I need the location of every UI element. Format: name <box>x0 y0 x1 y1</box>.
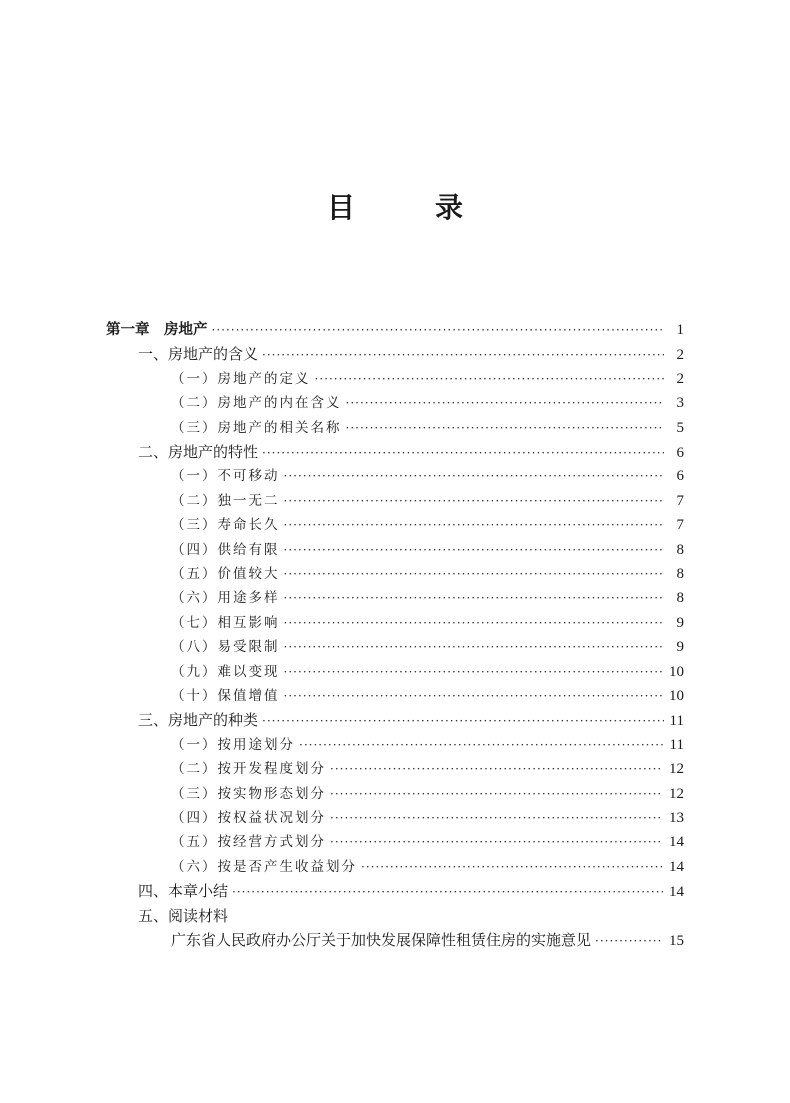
toc-page-number: 12 <box>669 761 684 778</box>
toc-entry[interactable] <box>171 684 684 708</box>
toc-entry-label: 四、本章小结 <box>138 882 229 901</box>
toc-page-number: 14 <box>669 858 684 875</box>
toc-page-number: 13 <box>669 810 684 826</box>
toc-dot-leader <box>595 928 663 953</box>
toc-dot-leader <box>284 635 665 659</box>
toc-page-number: 11 <box>669 736 684 753</box>
toc-page-number: 9 <box>676 614 684 631</box>
toc-entry[interactable] <box>171 757 684 781</box>
toc-dot-leader <box>330 806 663 830</box>
toc-entry[interactable] <box>171 855 684 879</box>
toc-entry[interactable] <box>138 708 684 732</box>
toc-entry[interactable] <box>171 489 684 513</box>
toc-page-number: 5 <box>676 419 684 436</box>
toc-entry[interactable] <box>171 513 684 537</box>
toc-entry-label: 三、房地产的种类 <box>138 711 259 730</box>
toc-page-number: 11 <box>669 713 684 730</box>
toc-page-number: 8 <box>676 541 684 558</box>
toc-entry-label: （七）相互影响 <box>171 614 280 631</box>
toc-page-number: 2 <box>676 347 684 364</box>
toc-entry[interactable] <box>171 782 684 806</box>
toc-dot-leader <box>330 757 663 781</box>
toc-entry-label: （八）易受限制 <box>171 639 280 656</box>
toc-dot-leader <box>262 440 664 465</box>
toc-entry-label: （六）按是否产生收益划分 <box>171 858 357 875</box>
toc-entry-label: （五）按经营方式划分 <box>171 834 326 851</box>
toc-page-number: 14 <box>669 834 684 851</box>
toc-entry[interactable] <box>171 538 684 562</box>
toc-entry-label: （四）按权益状况划分 <box>171 810 326 826</box>
toc-entry-label: 五、阅读材料 <box>138 906 229 925</box>
toc-entry[interactable] <box>171 391 684 415</box>
toc-dot-leader <box>346 391 665 415</box>
toc-entry[interactable] <box>171 830 684 854</box>
toc-dot-leader <box>361 855 663 879</box>
toc-dot-leader <box>330 782 663 806</box>
toc-page-number: 14 <box>669 884 684 901</box>
toc-entry-label: （二）房地产的内在含义 <box>171 395 342 412</box>
toc-entry[interactable] <box>171 660 684 684</box>
toc-entry[interactable] <box>171 464 684 488</box>
toc-entry-label: （十）保值增值 <box>171 688 280 704</box>
toc-entry[interactable] <box>138 904 684 928</box>
toc-entry-label: （三）寿命长久 <box>171 517 280 534</box>
toc-entry[interactable] <box>171 611 684 635</box>
toc-entry[interactable] <box>171 562 684 586</box>
toc-entry[interactable] <box>171 586 684 610</box>
toc-entry[interactable] <box>171 928 684 952</box>
toc-page-number: 10 <box>669 663 684 680</box>
toc-entry-label: （五）价值较大 <box>171 566 280 582</box>
toc-entry[interactable] <box>106 318 684 342</box>
toc-entry[interactable] <box>171 416 684 440</box>
toc-entry-label: 广东省人民政府办公厅关于加快发展保障性租赁住房的实施意见 <box>171 931 592 949</box>
toc-dot-leader <box>315 367 665 391</box>
toc-entry-label: （三）按实物形态划分 <box>171 785 326 802</box>
toc-page-number: 3 <box>676 395 684 412</box>
toc-page-number: 8 <box>676 566 684 582</box>
toc-page-number: 6 <box>676 445 684 461</box>
toc-entry-label: 第一章 房地产 <box>106 322 208 338</box>
toc-entry[interactable] <box>171 635 684 659</box>
toc-page-number: 6 <box>676 468 684 485</box>
toc-dot-leader <box>232 879 663 904</box>
toc-entry[interactable] <box>171 733 684 757</box>
toc-page-number: 7 <box>676 517 684 534</box>
toc-entry-label: （一）按用途划分 <box>171 736 295 753</box>
toc-dot-leader <box>284 538 665 562</box>
toc-entry-label: （二）按开发程度划分 <box>171 761 326 778</box>
toc-page-number: 7 <box>676 492 684 509</box>
toc-dot-leader <box>330 830 663 854</box>
toc-entry[interactable] <box>171 367 684 391</box>
toc-entry[interactable] <box>171 806 684 830</box>
toc-entry-label: （三）房地产的相关名称 <box>171 419 342 436</box>
toc-entry-label: （二）独一无二 <box>171 492 280 509</box>
toc-page-number: 10 <box>669 688 684 704</box>
toc-entry[interactable] <box>138 342 684 366</box>
toc-dot-leader <box>262 342 664 367</box>
toc-dot-leader <box>284 562 665 586</box>
toc-dot-leader <box>284 660 664 684</box>
toc-dot-leader <box>262 708 664 733</box>
toc-page-number: 15 <box>669 933 684 949</box>
toc-dot-leader <box>284 684 664 708</box>
toc-dot-leader <box>284 464 665 488</box>
toc-page-number: 12 <box>669 785 684 802</box>
toc-page-number: 2 <box>676 370 684 387</box>
toc-dot-leader <box>284 586 665 610</box>
toc-entry-label: 一、房地产的含义 <box>138 345 259 364</box>
toc-entry-label: （九）难以变现 <box>171 663 280 680</box>
toc-entry-label: （六）用途多样 <box>171 590 280 607</box>
toc-dot-leader <box>284 513 665 537</box>
toc-dot-leader <box>212 318 665 342</box>
toc-page-number: 9 <box>676 639 684 656</box>
page-title: 目 录 <box>326 191 489 224</box>
toc-entry[interactable] <box>138 879 684 903</box>
toc-entry-label: （一）不可移动 <box>171 468 280 485</box>
toc-page-number: 1 <box>676 322 684 338</box>
toc-entry-label: （一）房地产的定义 <box>171 370 311 387</box>
toc-dot-leader <box>284 489 665 513</box>
toc-dot-leader <box>284 611 665 635</box>
toc-entry[interactable] <box>138 440 684 464</box>
toc-dot-leader <box>299 733 664 757</box>
toc-entry-label: （四）供给有限 <box>171 541 280 558</box>
toc-dot-leader <box>346 416 665 440</box>
toc-entry-label: 二、房地产的特性 <box>138 443 259 461</box>
toc-page-number: 8 <box>676 590 684 607</box>
